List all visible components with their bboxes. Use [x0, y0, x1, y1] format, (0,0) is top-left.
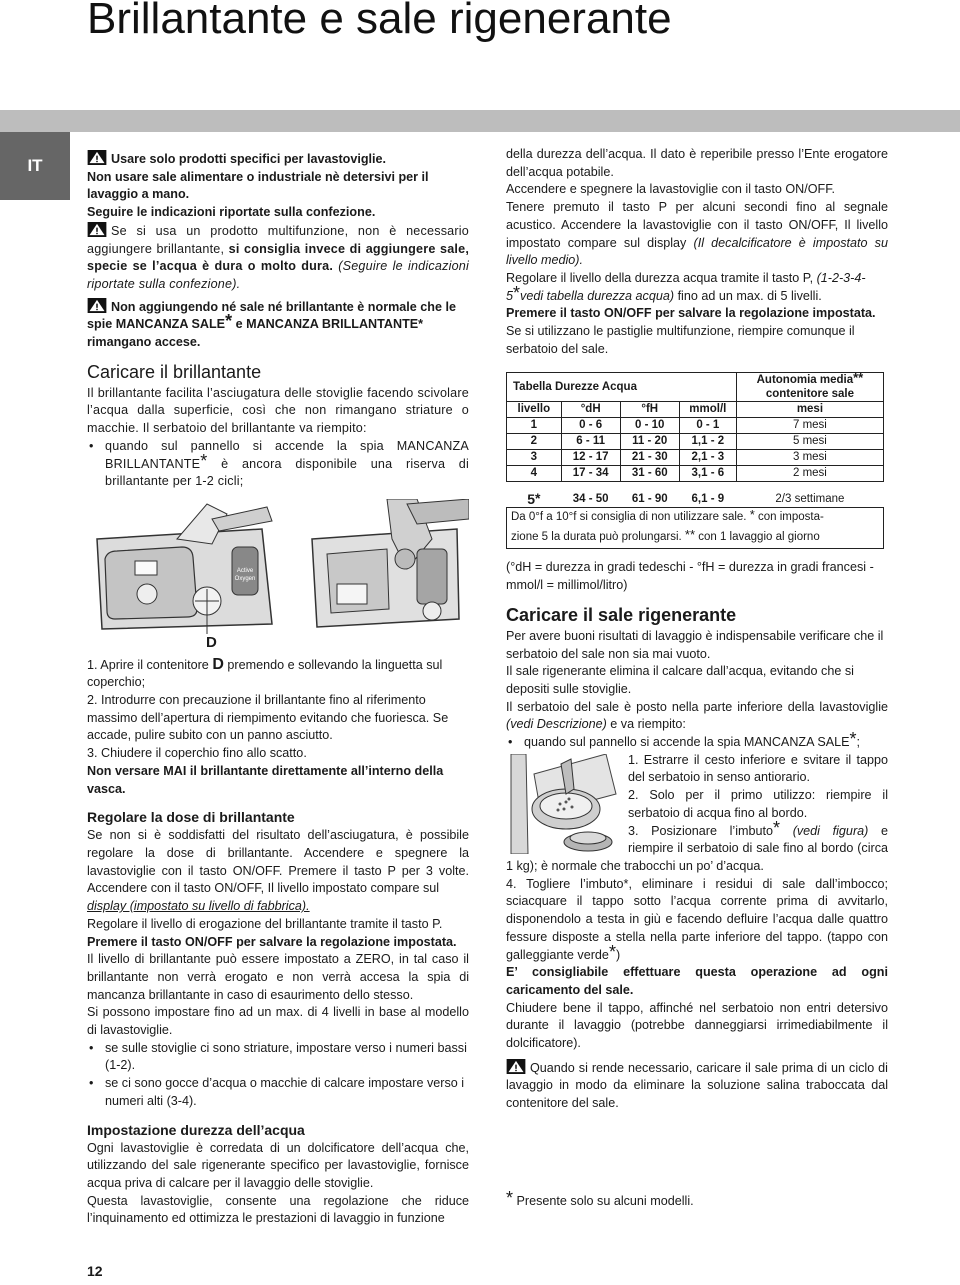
paragraph: Quando si rende necessario, caricare il sale prima di un ciclo di lavaggio in modo da eliminare la soluzione salina traboccata dal contenitore del sale.: [506, 1060, 888, 1111]
header-bar: [0, 110, 960, 132]
warning-text: Usare solo prodotti specifici per lavastoviglie.: [111, 152, 387, 166]
svg-text:Oxygen: Oxygen: [234, 575, 256, 582]
step-2: 2. Solo per il primo utilizzo: riempire il serbatoio di acqua fino al bordo.: [628, 788, 888, 820]
legend: (°dH = durezza in gradi tedeschi - °fH = durezza in gradi francesi - mmol/l = millimol/litro): [506, 560, 874, 593]
bullet-item: • quando sul pannello si accende la spia MANCANZA BRILLANTANTE* è ancora disponibile una riserva di brillantante per 1-2 cicli;: [87, 438, 469, 491]
paragraph: Il brillantante facilita l’asciugatura delle stoviglie facendo scivolare l’acqua dalla superficie, così che non rimangano striature o macchie. Il serbatoio del brillantante va riempito:: [87, 385, 469, 436]
table-row: 1 0 - 6 0 - 10 0 - 1 7 mesi: [507, 418, 884, 434]
paragraph: Ogni lavastoviglie è corredata di un dolcificatore dell’acqua che, utilizzando del sale rigenerante specifico per lavastoviglie, fornisce acqua priva di calcare per il lavaggio delle stoviglie.: [87, 1140, 469, 1190]
table-note: Da 0°f a 10°f si consiglia di non utilizzare sale. * con imposta-: [507, 508, 884, 528]
paragraph: della durezza dell’acqua. Il dato è reperibile presso l’Ente erogatore dell’acqua potabile.: [506, 147, 888, 179]
bullet-item: • se ci sono gocce d’acqua o macchie di calcare impostare verso i numeri alti (3-4).: [87, 1075, 469, 1110]
rinse-aid-dispenser-figure: [87, 499, 469, 634]
table-header-row: livello °dH °fH mmol/l mesi: [507, 402, 884, 418]
paragraph: Si possono impostare fino ad un max. di 4 livelli in base al modello di lavastoviglie.: [87, 1005, 469, 1038]
section-title: Caricare il sale rigenerante: [506, 604, 737, 625]
step-3: 3. Posizionare l’imbuto* (vedi figura) e riempire il serbatoio di sale fino al bordo (circa 1 kg); è normale che trabocchi un po’ d’acqua.: [506, 817, 889, 873]
paragraph-italic: (Il decalcificatore è impostato su livello medio).: [506, 235, 888, 268]
paragraph: Tenere premuto il tasto P per alcuni secondi fino al segnale acustico. Accendere la lavastoviglie con il tasto ON/OFF, Il livello impostato compare sul display: [506, 200, 888, 250]
footnote: * Presente solo su alcuni modelli.: [506, 1188, 694, 1208]
warning-text: Seguire le indicazioni riportate sulla confezione.: [87, 205, 376, 220]
step-3: 3. Chiudere il coperchio fino allo scatto.: [87, 746, 307, 761]
bullet-item: • se sulle stoviglie ci sono striature, impostare verso i numeri bassi (1-2).: [87, 1040, 469, 1075]
asterisk: *: [225, 311, 233, 332]
right-column: della durezza dell’acqua. Il dato è reperibile presso l’Ente erogatore dell’acqua potabile. Accendere e spegnere la lavastoviglie con il tasto ON/OFF. Tenere premuto il tasto P per alcuni secondi fino al segnale acustico. Accendere la lavastoviglie con il tasto ON/OFF, Il livello impostato compare sul display (Il decalcificatore è impostato su livello medio). Regolare il livello della durezza acqua tramite il tasto P, (1-2-3-4-5*vedi tabella durezza acqua) fino ad un max. di 5 livelli. Premere il tasto ON/OFF per salvare la regolazione impostata. Se si utilizzano le pastiglie multifunzione, riempire comunque il serbatoio del sale. Tabella Durezze Acqua Autonomia media** contenitore sale livello °dH °fH mmol/l mesi 1 0 - 6 0 - 10 0 - 1 7 mesi 2 6 - 11 11 - 20 1,1 - 2 5 mesi 3 12 - 17 21 - 30 2,1 - 3 3 mesi 4 17 - 34 31 - 60 3,1 - 6 2 mesi 5* 34 - 50 61 - 90 6,1 - 9 2/3 settimane Da 0°f a 10°f si consiglia di non utilizzare sale. * con imposta- zione 5 la durata può prolungarsi. ** con 1 lavaggio al giorno (°dH = durezza in gradi tedeschi - °fH = durezza in gradi francesi - mmol/l = millimol/litro) Caricare il sale rigenerante Per avere buoni risultati di lavaggio è indispensabile verificare che il serbatoio del sale non sia mai vuoto. Il sale rigenerante elimina il calcare dall’acqua, evitando che si depositi sulle stoviglie. Il serbatoio del sale è posto nella parte inferiore della lavastoviglie (vedi Descrizione) e va riempito: • quando sul pannello si accende la spia MANCANZA SALE*; 1. Estrarre il cesto inferiore e svitare il tappo del serbatoio in senso antiorario. 2. Solo per il primo utilizzo: riempire il serbatoio di acqua fino al bordo. 3. Posizionare l’imbuto* (vedi figura) e riempire il serbatoio di sale fino al bordo (circa 1 kg); è normale che trabocchi un po’ d’acqua. 4. Togliere l’imbuto*, eliminare i residui di sale dall’imbocco; sciacquare il tappo sotto l’acqua corrente prima di avvitarlo, disponendolo a testa in giù e facendo defluire l’acqua dalle quattro fessure disposte a stella nella parte inferiore del tappo. (tappo con galleggiante verde*) E’ consigliabile effettuare questa operazione ad ogni caricamento del sale. Chiudere bene il tappo, affinché nel serbatoio non entri detersivo durante il lavaggio (potrebbe danneggiarsi irrimediabilmente il dolcificatore). Quando si rende necessario, caricare il sale prima di un ciclo di lavaggio in modo da eliminare la soluzione salina traboccata dal contenitore del sale.: [506, 146, 888, 1113]
bullet-item: • quando sul pannello si accende la spia MANCANZA SALE*;: [506, 734, 888, 752]
table-title: Tabella Durezze Acqua: [507, 373, 680, 402]
water-hardness-table: [506, 372, 884, 549]
paragraph-italic: (Seguire le indicazioni riportate sulla confezione).: [87, 259, 469, 291]
page-title: Brillantante e sale rigenerante: [87, 0, 672, 43]
warning-icon: [87, 150, 107, 165]
paragraph-bold: si consiglia invece di aggiungere sale, specie se l’acqua è dura o molto dura.: [87, 241, 470, 274]
table-note: zione 5 la durata può prolungarsi. ** con 1 lavaggio al giorno: [507, 527, 884, 549]
warning-text: e MANCANZA BRILLANTANTE* rimangano accese.: [87, 317, 424, 350]
paragraph: Questa lavastoviglie, consente una regolazione che riduce l’inquinamento ed ottimizza le prestazioni di lavaggio in funzione: [87, 1193, 469, 1226]
figure-label: D: [206, 633, 217, 651]
table-row: 2 6 - 11 11 - 20 1,1 - 2 5 mesi: [507, 434, 884, 450]
paragraph: Il sale rigenerante elimina il calcare dall’acqua, evitando che si depositi sulle stoviglie.: [506, 664, 854, 696]
paragraph: Regolare il livello di erogazione del brillantante tramite il tasto P.: [87, 916, 443, 931]
step-1: 1. Estrarre il cesto inferiore e svitare il tappo del serbatoio in senso antiorario.: [628, 752, 888, 785]
section-title: Regolare la dose di brillantante: [87, 809, 295, 826]
paragraph-bold: Premere il tasto ON/OFF per salvare la regolazione impostata.: [87, 934, 457, 949]
paragraph: Se si usa un prodotto multifunzione, non è necessario aggiungere brillantante,: [87, 223, 469, 256]
step-4: 4. Togliere l’imbuto*, eliminare i residui di sale dall’imbocco; sciacquare il tappo sotto l’acqua corrente prima di avvitarlo, disponendolo a testa in giù e facendo defluire l’acqua dalle quattro fessure disposte a stella nella parte inferiore del tappo. (tappo con galleggiante verde*): [506, 876, 888, 962]
paragraph-italic: display (impostato su livello di fabbrica).: [87, 899, 310, 914]
section-title: Impostazione durezza dell’acqua: [87, 1121, 305, 1138]
paragraph: Regolare il livello della durezza acqua tramite il tasto P,: [506, 270, 814, 285]
paragraph: Se non si è soddisfatti del risultato dell’asciugatura, è possibile regolare la dose di brillantante. Accendere e spegnere la lavastoviglie con il tasto ON/OFF. Premere il tasto P per 3 volte. Accendere con il tasto ON/OFF, Il livello impostato compare sul: [87, 828, 469, 896]
table-autonomy-header: Autonomia media** contenitore sale: [736, 373, 883, 402]
warning-icon: [87, 222, 107, 237]
warning-icon: [506, 1059, 526, 1074]
paragraph-bold: E’ consigliabile effettuare questa operazione ad ogni caricamento del sale.: [506, 965, 888, 997]
paragraph: Il livello di brillantante può essere impostato a ZERO, in tal caso il brillantante non verrà erogato e non verrà accesa la spia di mancanza brillantante in caso di esaurimento dello stesso.: [87, 952, 469, 1002]
svg-text:Active: Active: [236, 567, 254, 574]
step-1: 1. Aprire il contenitore D premendo e sollevando la linguetta sul coperchio;: [87, 655, 443, 690]
table-row: 4 17 - 34 31 - 60 3,1 - 6 2 mesi: [507, 466, 884, 482]
salt-funnel-figure: [506, 754, 622, 854]
paragraph: Accendere e spegnere la lavastoviglie con il tasto ON/OFF.: [506, 182, 835, 197]
section-title: Caricare il brillantante: [87, 361, 262, 382]
page-number: 12: [87, 1263, 103, 1279]
paragraph: Se si utilizzano le pastiglie multifunzione, riempire comunque il serbatoio del sale.: [506, 324, 855, 356]
warning-text: Non versare MAI il brillantante direttamente all’interno della vasca.: [87, 763, 444, 796]
paragraph: Per avere buoni risultati di lavaggio è indispensabile verificare che il serbatoio del sale non sia mai vuoto.: [506, 628, 884, 661]
warning-icon: [87, 298, 107, 313]
step-2: 2. Introdurre con precauzione il brillantante fino al riferimento massimo dell’apertura di riempimento evitando che fuoriesca. Se accade, pulire subito con un panno asciutto.: [87, 693, 449, 743]
language-tab: IT: [0, 132, 70, 200]
table-row: 5* 34 - 50 61 - 90 6,1 - 9 2/3 settimane: [527, 490, 845, 508]
left-column: [87, 150, 469, 1228]
paragraph: Chiudere bene il tappo, affinché nel serbatoio non entri detersivo durante il lavaggio (potrebbe danneggiarsi irrimediabilmente il dolcificatore).: [506, 1000, 888, 1051]
table-row: 3 12 - 17 21 - 30 2,1 - 3 3 mesi: [507, 450, 884, 466]
warning-text: Non usare sale alimentare o industriale nè detersivi per il lavaggio a mano.: [87, 169, 429, 202]
warning-text: Non aggiungendo né sale né brillantante è normale che le spie MANCANZA SALE: [87, 299, 456, 332]
paragraph-bold: Premere il tasto ON/OFF per salvare la regolazione impostata.: [506, 306, 876, 321]
